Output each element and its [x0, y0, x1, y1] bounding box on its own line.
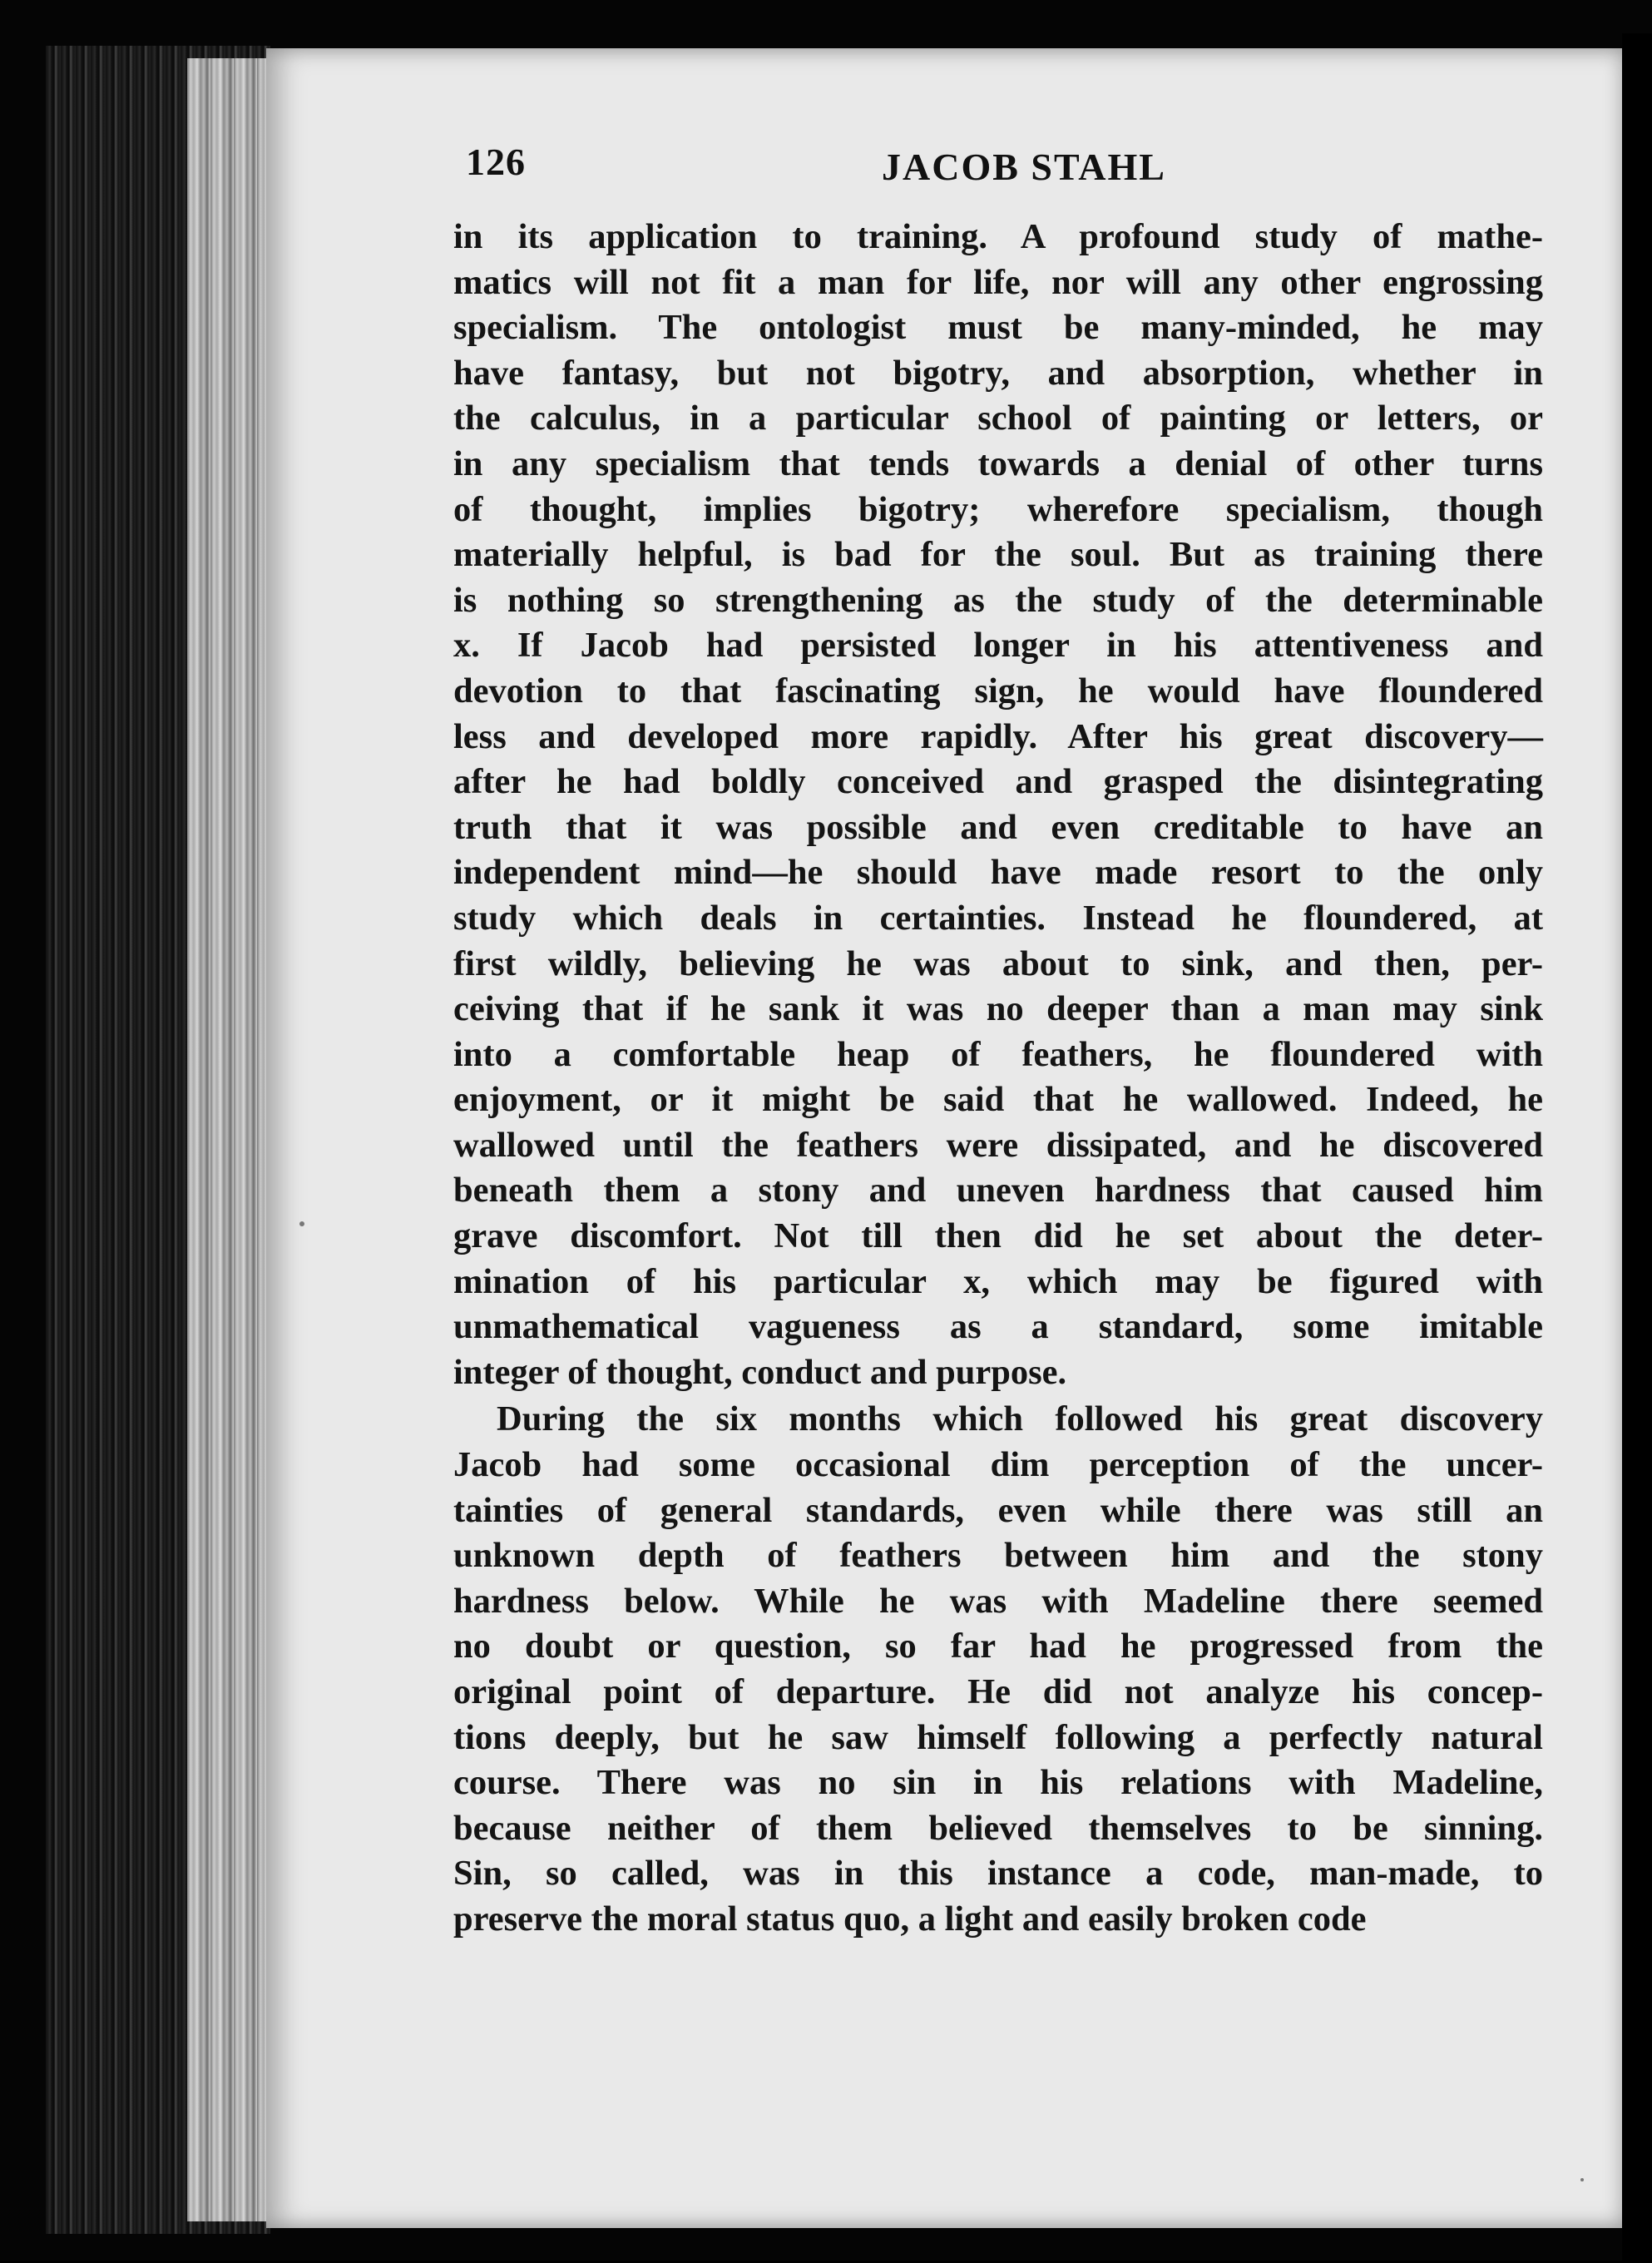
text-line: tions deeply, but he saw himself following a perfectly natural	[453, 1717, 1543, 1757]
text-line: preserve the moral status quo, a light and easily broken code	[453, 1899, 1367, 1939]
text-line: beneath them a stony and uneven hardness that caused him	[453, 1171, 1543, 1211]
text-line: less and developed more rapidly. After his great discovery—	[453, 716, 1543, 756]
text-line: in its application to training. A profound study of mathe-	[453, 217, 1543, 256]
text-line: into a comfortable heap of feathers, he floundered with	[453, 1034, 1543, 1074]
scan-speck	[299, 1221, 304, 1226]
scan-right-border	[1622, 33, 1652, 2263]
book-page-edges-light	[187, 58, 275, 2221]
text-line: is nothing so strengthening as the study of the determinable	[453, 580, 1543, 620]
text-line: Sin, so called, was in this instance a code, man-made, to	[453, 1854, 1543, 1894]
text-line: unmathematical vagueness as a standard, some imitable	[453, 1307, 1543, 1347]
text-line: truth that it was possible and even creditable to have an	[453, 807, 1543, 847]
text-line: unknown depth of feathers between him and the stony	[453, 1536, 1543, 1576]
text-line: after he had boldly conceived and grasped the disintegrating	[453, 762, 1543, 802]
text-line: ceiving that if he sank it was no deeper than a man may sink	[453, 989, 1543, 1029]
text-line: in any specialism that tends towards a denial of other turns	[453, 443, 1543, 483]
text-line: During the six months which followed his great discovery	[497, 1399, 1543, 1439]
text-line: of thought, implies bigotry; wherefore specialism, though	[453, 489, 1543, 529]
text-line: first wildly, believing he was about to sink, and then, per-	[453, 943, 1543, 983]
text-line: tainties of general standards, even while there was still an	[453, 1490, 1543, 1530]
text-line: course. There was no sin in his relations with Madeline,	[453, 1763, 1543, 1803]
text-line: enjoyment, or it might be said that he wallowed. Indeed, he	[453, 1080, 1543, 1120]
text-line: mination of his particular x, which may be figured with	[453, 1261, 1543, 1301]
text-line: have fantasy, but not bigotry, and absorption, whether in	[453, 353, 1543, 393]
paragraph	[453, 215, 1543, 1395]
text-line: x. If Jacob had persisted longer in his attentiveness and	[453, 626, 1543, 666]
text-line: specialism. The ontologist must be many-minded, he may	[453, 308, 1543, 348]
text-line: wallowed until the feathers were dissipated, and he discovered	[453, 1125, 1543, 1165]
text-line: materially helpful, is bad for the soul. But as training there	[453, 535, 1543, 575]
text-line: Jacob had some occasional dim perception of the uncer-	[453, 1445, 1543, 1485]
text-line: study which deals in certainties. Instead he floundered, at	[453, 898, 1543, 938]
paragraph	[453, 1397, 1543, 1942]
scan-speck	[1580, 2178, 1584, 2181]
text-line: integer of thought, conduct and purpose.	[453, 1352, 1067, 1392]
text-line: devotion to that fascinating sign, he would have floundered	[453, 671, 1543, 711]
text-line: the calculus, in a particular school of painting or letters, or	[453, 399, 1543, 438]
text-line: matics will not fit a man for life, nor will any other engrossing	[453, 262, 1543, 302]
book-page	[266, 48, 1627, 2228]
text-line: hardness below. While he was with Madeline there seemed	[453, 1581, 1543, 1621]
text-line: because neither of them believed themselves to be sinning.	[453, 1808, 1543, 1848]
running-head: JACOB STAHL	[882, 146, 1166, 188]
text-line: grave discomfort. Not till then did he set about the deter-	[453, 1216, 1543, 1256]
text-line: no doubt or question, so far had he progressed from the	[453, 1627, 1543, 1666]
text-line: independent mind—he should have made resort to the only	[453, 853, 1543, 893]
text-line: original point of departure. He did not analyze his concep-	[453, 1672, 1543, 1711]
page-header	[466, 140, 1464, 215]
page-number: 126	[466, 141, 526, 183]
body-text	[453, 215, 1543, 1943]
